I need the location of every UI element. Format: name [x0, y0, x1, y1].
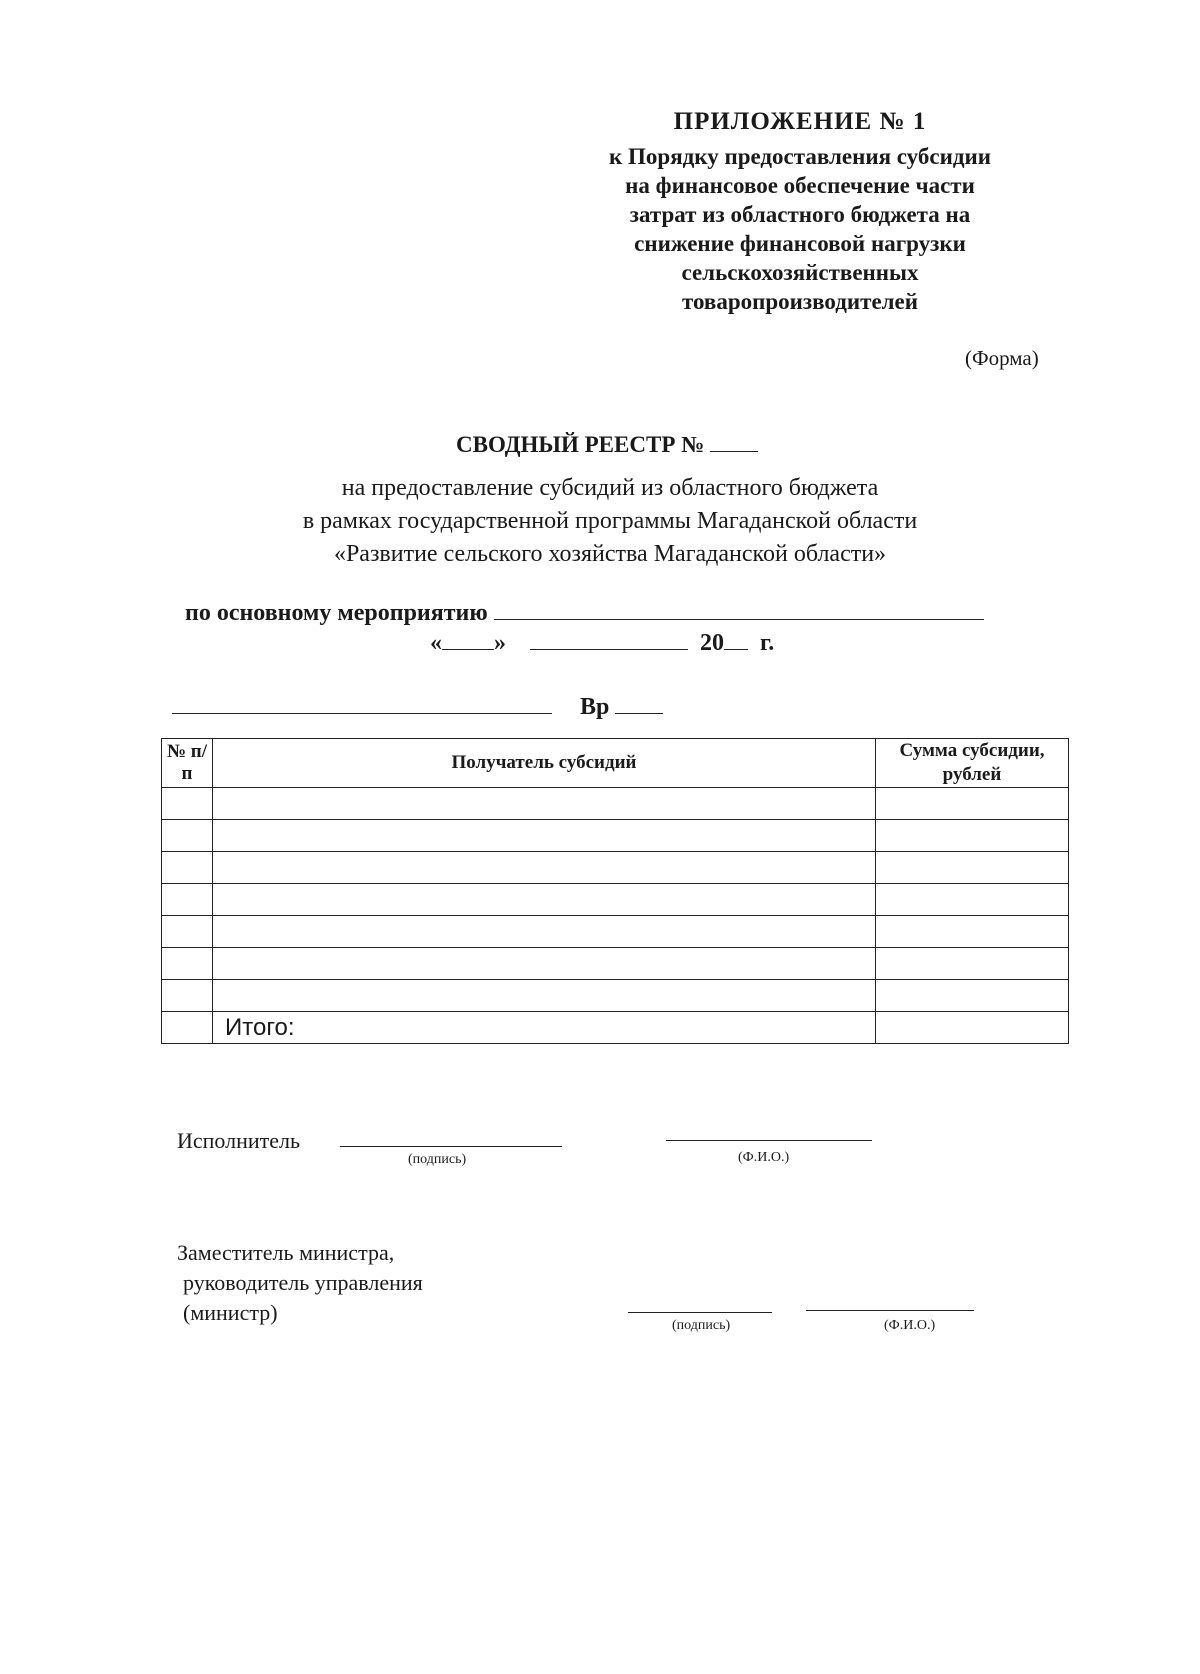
appendix-header	[560, 108, 1040, 316]
column-header-recipient: Получатель субсидий	[213, 739, 876, 788]
deputy-title	[177, 1238, 423, 1328]
cell-amount[interactable]	[876, 948, 1069, 980]
total-amount-cell[interactable]	[876, 1012, 1069, 1044]
cell-recipient[interactable]	[213, 788, 876, 820]
deputy-signature-line[interactable]	[628, 1312, 772, 1313]
cell-number[interactable]	[162, 948, 213, 980]
subtitle-line: на предоставление субсидий из областного бюджета	[341, 475, 879, 501]
cell-recipient[interactable]	[213, 820, 876, 852]
cell-amount[interactable]	[876, 884, 1069, 916]
appendix-line: на финансовое обеспечение части	[625, 173, 975, 198]
table-header-row	[162, 739, 1069, 788]
cell-amount[interactable]	[876, 788, 1069, 820]
cell-amount[interactable]	[876, 852, 1069, 884]
event-row	[185, 600, 984, 627]
cell-number[interactable]	[162, 884, 213, 916]
cell-recipient[interactable]	[213, 884, 876, 916]
table-row	[162, 820, 1069, 852]
date-year-suffix: г.	[760, 630, 775, 656]
registry-subtitle	[200, 472, 1020, 571]
column-header-amount: Сумма субсидии, рублей	[876, 739, 1069, 788]
executor-name-line[interactable]	[666, 1140, 872, 1141]
total-label: Итого:	[213, 1012, 876, 1044]
executor-signature-line[interactable]	[340, 1146, 562, 1147]
table-row	[162, 980, 1069, 1012]
cell-amount[interactable]	[876, 916, 1069, 948]
date-month-field[interactable]	[530, 649, 688, 650]
subtitle-line: в рамках государственной программы Магаданской области	[302, 508, 918, 534]
appendix-line: товаропроизводителей	[681, 289, 919, 314]
vr-row	[172, 694, 663, 721]
registry-number-field[interactable]	[710, 451, 758, 452]
date-year-prefix: 20	[700, 630, 724, 656]
form-label: (Форма)	[965, 346, 1039, 370]
date-row	[430, 630, 774, 657]
cell-amount[interactable]	[876, 980, 1069, 1012]
subtitle-line: «Развитие сельского хозяйства Магаданской области»	[333, 541, 887, 567]
table-row	[162, 916, 1069, 948]
cell-recipient[interactable]	[213, 852, 876, 884]
cell-number[interactable]	[162, 820, 213, 852]
appendix-line: снижение финансовой нагрузки	[634, 231, 966, 256]
date-close-quote: »	[494, 630, 506, 656]
column-header-number: № п/п	[162, 739, 213, 788]
executor-name-caption: (Ф.И.О.)	[738, 1150, 790, 1165]
table-row	[162, 884, 1069, 916]
cell-number	[162, 1012, 213, 1044]
deputy-name-caption: (Ф.И.О.)	[884, 1318, 936, 1333]
cell-amount[interactable]	[876, 820, 1069, 852]
table-row	[162, 788, 1069, 820]
deputy-line: (министр)	[183, 1300, 278, 1325]
table-total-row	[162, 1012, 1069, 1044]
cell-number[interactable]	[162, 852, 213, 884]
executor-label: Исполнитель	[177, 1128, 301, 1153]
deputy-signature-caption: (подпись)	[672, 1318, 731, 1333]
event-label: по основному мероприятию	[185, 600, 488, 626]
cell-number[interactable]	[162, 980, 213, 1012]
registry-table	[161, 738, 1069, 1044]
vr-field[interactable]	[615, 713, 663, 714]
appendix-line: сельскохозяйственных	[681, 260, 919, 285]
deputy-name-line[interactable]	[806, 1310, 974, 1311]
event-field[interactable]	[494, 619, 984, 620]
registry-title-text: СВОДНЫЙ РЕЕСТР №	[456, 432, 705, 457]
cell-recipient[interactable]	[213, 916, 876, 948]
appendix-title: ПРИЛОЖЕНИЕ № 1	[673, 108, 927, 135]
date-open-quote: «	[430, 630, 442, 656]
table-row	[162, 852, 1069, 884]
vr-label: Вр	[580, 694, 610, 720]
cell-number[interactable]	[162, 788, 213, 820]
cell-number[interactable]	[162, 916, 213, 948]
cell-recipient[interactable]	[213, 948, 876, 980]
cell-recipient[interactable]	[213, 980, 876, 1012]
vr-left-field[interactable]	[172, 713, 552, 714]
date-year-field[interactable]	[724, 649, 748, 650]
deputy-line: Заместитель министра,	[177, 1240, 395, 1265]
appendix-line: к Порядку предоставления субсидии	[609, 144, 991, 169]
appendix-line: затрат из областного бюджета на	[629, 202, 971, 227]
executor-signature-caption: (подпись)	[408, 1152, 467, 1167]
table-row	[162, 948, 1069, 980]
registry-title	[456, 432, 758, 458]
date-day-field[interactable]	[442, 649, 494, 650]
deputy-line: руководитель управления	[183, 1270, 423, 1295]
